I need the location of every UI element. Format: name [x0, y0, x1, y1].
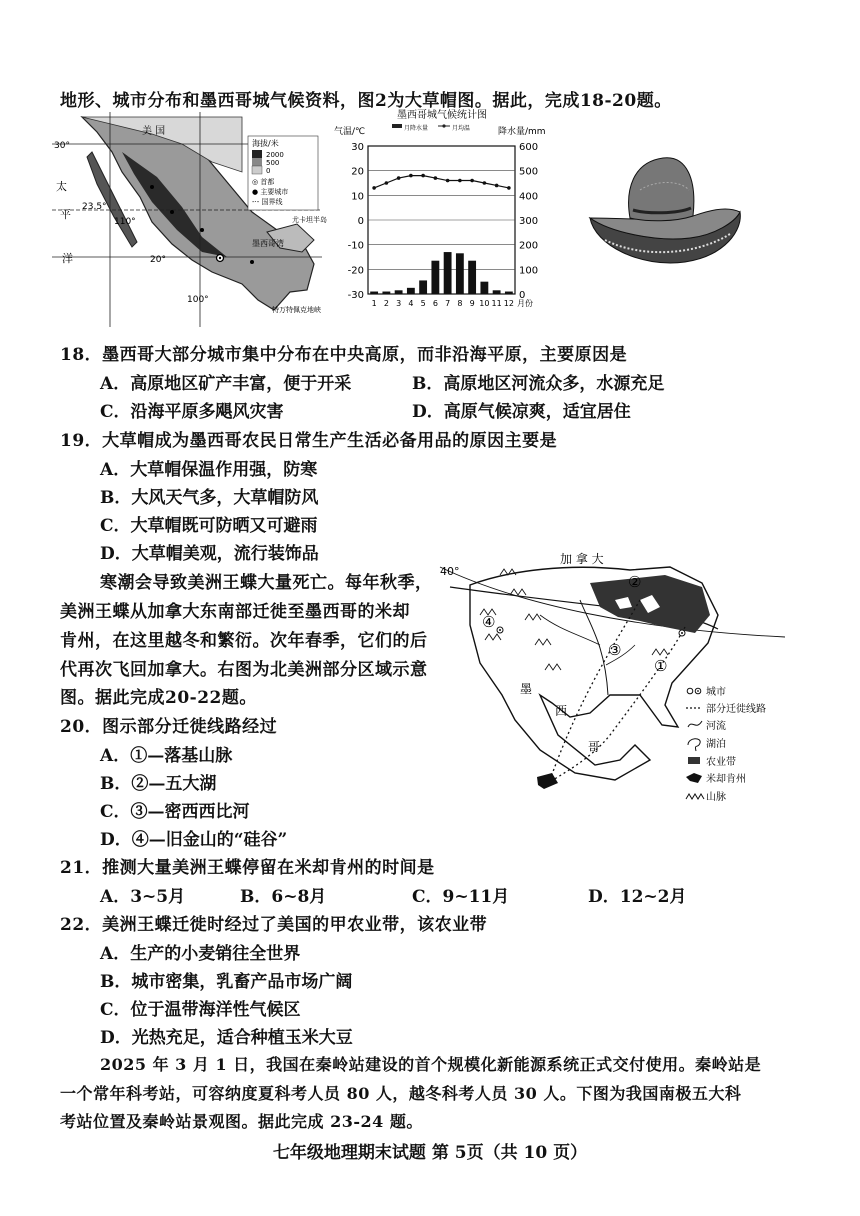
- legend-title: 海拔/米: [252, 139, 279, 148]
- passage2-line4: 代再次飞回加拿大。右图为北美洲部分区域示意: [60, 660, 428, 680]
- precip-bar: [456, 253, 464, 294]
- ytick-right-label: 0: [519, 290, 526, 301]
- ylabel-left: 气温/℃: [334, 127, 366, 137]
- svg-text:100°: 100°: [187, 295, 209, 305]
- q21-option-b[interactable]: B．6~8月: [240, 887, 327, 907]
- q22-option-d[interactable]: D．光热充足，适合种植玉米大豆: [100, 1028, 353, 1048]
- svg-text:● 主要城市: ● 主要城市: [252, 188, 289, 196]
- q19-stem: 19．大草帽成为墨西哥农民日常生产生活必备用品的原因主要是: [60, 431, 558, 451]
- svg-text:23.5°: 23.5°: [82, 202, 107, 212]
- svg-text:西: 西: [555, 704, 568, 718]
- xtick-label: 9: [469, 299, 475, 308]
- ylabel-right: 降水量/mm: [498, 127, 546, 137]
- q22-option-b[interactable]: B．城市密集，乳畜产品市场广阔: [100, 972, 353, 992]
- svg-text:◎ 首都: ◎ 首都: [252, 178, 275, 186]
- svg-text:0: 0: [266, 167, 271, 175]
- passage2-line1: 寒潮会导致美洲王蝶大量死亡。每年秋季，: [100, 573, 433, 593]
- temperature-point: [507, 186, 511, 190]
- xtick-label: 8: [457, 299, 463, 308]
- ytick-right-label: 500: [519, 166, 539, 178]
- xtick-label: 5: [420, 299, 426, 308]
- q20-option-b[interactable]: B．②—五大湖: [100, 774, 217, 794]
- svg-text:河流: 河流: [706, 721, 726, 732]
- ytick-left-label: 10: [351, 191, 364, 203]
- xtick-label: 3: [396, 299, 402, 308]
- xaxis-suffix: 月份: [517, 299, 533, 308]
- temperature-point: [434, 176, 438, 180]
- svg-text:墨西哥湾: 墨西哥湾: [252, 239, 284, 248]
- svg-text:500: 500: [266, 159, 280, 167]
- xtick-label: 6: [432, 299, 438, 308]
- svg-text:墨: 墨: [520, 682, 533, 696]
- north-america-map: [440, 545, 785, 810]
- svg-text:平: 平: [60, 208, 71, 221]
- xtick-label: 1: [371, 299, 377, 308]
- country-label: 美 国: [142, 126, 166, 137]
- precip-bar: [493, 290, 501, 294]
- svg-text:110°: 110°: [114, 217, 136, 227]
- temperature-point: [483, 181, 487, 185]
- q20-stem: 20．图示部分迁徙线路经过: [60, 717, 278, 737]
- ytick-left-label: 20: [351, 166, 364, 178]
- q20-option-c[interactable]: C．③—密西西比河: [100, 802, 250, 822]
- chart-title: 墨西哥城气候统计图: [397, 110, 487, 121]
- label-4: ④: [482, 613, 496, 631]
- precip-bar: [468, 261, 476, 294]
- passage2-line5: 图。据此完成20-22题。: [60, 688, 257, 708]
- ytick-right-label: 200: [519, 240, 539, 252]
- q22-stem: 22．美洲王蝶迁徙时经过了美国的甲农业带，该农业带: [60, 915, 488, 935]
- q21-option-c[interactable]: C．9~11月: [412, 887, 510, 907]
- temperature-point: [470, 179, 474, 183]
- ytick-left-label: -10: [347, 240, 364, 252]
- passage3-line2: 一个常年科考站，可容纳度夏科考人员 80 人，越冬科考人员 30 人。下图为我国南极五大科: [60, 1084, 742, 1103]
- xtick-label: 4: [408, 299, 414, 308]
- temperature-point: [458, 179, 462, 183]
- legend-precip: 月降水量: [404, 125, 429, 132]
- precip-bar: [407, 288, 415, 294]
- straw-hat-image: [585, 150, 745, 275]
- temperature-point: [397, 176, 401, 180]
- xtick-label: 11: [491, 299, 502, 308]
- q18-option-b[interactable]: B．高原地区河流众多，水源充足: [412, 374, 665, 394]
- svg-text:哥: 哥: [588, 740, 601, 754]
- intro-text: 地形、城市分布和墨西哥城气候资料，图2为大草帽图。据此，完成18-20题。: [60, 91, 672, 111]
- page-footer: 七年级地理期末试题 第 5页（共 10 页）: [272, 1143, 588, 1163]
- q22-option-a[interactable]: A．生产的小麦销往全世界: [100, 944, 301, 964]
- michoacan-marker: [537, 773, 558, 789]
- precip-bar: [370, 292, 378, 294]
- passage3-line1: 2025 年 3 月 1 日，我国在秦岭站建设的首个规模化新能源系统正式交付使用。秦岭站是: [100, 1055, 762, 1074]
- svg-text:洋: 洋: [62, 252, 73, 265]
- precip-bar: [505, 292, 513, 294]
- precip-bar: [431, 261, 439, 294]
- precip-bar: [382, 292, 390, 294]
- q21-option-d[interactable]: D．12~2月: [588, 887, 687, 907]
- label-3: ③: [608, 641, 622, 659]
- legend-temp: 月均温: [452, 125, 471, 132]
- climate-chart: [330, 106, 555, 326]
- q18-option-d[interactable]: D．高原气候凉爽，适宜居住: [412, 402, 631, 422]
- svg-text:米却肯州: 米却肯州: [706, 774, 746, 785]
- xtick-label: 2: [383, 299, 389, 308]
- svg-text:农业带: 农业带: [706, 757, 736, 768]
- q19-option-b[interactable]: B．大风天气多，大草帽防风: [100, 488, 319, 508]
- svg-text:尤卡坦半岛: 尤卡坦半岛: [292, 216, 327, 224]
- svg-text:城市: 城市: [706, 687, 726, 698]
- q20-option-d[interactable]: D．④—旧金山的“硅谷”: [100, 830, 288, 850]
- ytick-right-label: 300: [519, 216, 539, 227]
- ytick-left-label: 0: [357, 216, 364, 227]
- precip-bar: [419, 280, 427, 294]
- label-1: ①: [654, 657, 668, 675]
- q18-stem: 18．墨西哥大部分城市集中分布在中央高原，而非沿海平原，主要原因是: [60, 345, 628, 365]
- temperature-point: [421, 174, 425, 178]
- svg-text:山脉: 山脉: [706, 792, 726, 803]
- precip-bar: [444, 252, 452, 294]
- precip-bar: [395, 290, 403, 294]
- q18-option-c[interactable]: C．沿海平原多飓风灾害: [100, 402, 284, 422]
- svg-text:-·- 国界线: -·- 国界线: [252, 198, 283, 206]
- mexico-map: [52, 112, 327, 327]
- svg-text:太: 太: [56, 180, 67, 193]
- xtick-label: 7: [445, 299, 451, 308]
- q21-stem: 21．推测大量美洲王蝶停留在米却肯州的时间是: [60, 858, 435, 878]
- temperature-point: [495, 184, 499, 188]
- precip-bar: [480, 282, 488, 294]
- svg-text:30°: 30°: [54, 141, 70, 151]
- ytick-right-label: 400: [519, 191, 539, 203]
- ytick-left-label: -20: [347, 265, 364, 277]
- ytick-right-label: 600: [519, 142, 539, 153]
- q19-option-a[interactable]: A．大草帽保温作用强，防寒: [100, 460, 318, 480]
- passage3-line3: 考站位置及秦岭站景观图。据此完成 23-24 题。: [60, 1112, 423, 1131]
- svg-text:40°: 40°: [440, 565, 460, 578]
- svg-text:湖泊: 湖泊: [706, 739, 726, 750]
- ytick-left-label: 30: [351, 142, 364, 153]
- temperature-point: [385, 181, 389, 185]
- xtick-label: 10: [479, 299, 490, 308]
- svg-text:20°: 20°: [150, 255, 166, 265]
- canada-label: 加 拿 大: [560, 552, 604, 566]
- q18-option-a[interactable]: A．高原地区矿产丰富，便于开采: [100, 374, 352, 394]
- passage2-line3: 肯州，在这里越冬和繁衍。次年春季，它们的后: [60, 631, 428, 651]
- q21-option-a[interactable]: A．3~5月: [100, 887, 186, 907]
- svg-text:部分迁徙线路: 部分迁徙线路: [706, 704, 766, 715]
- svg-text:特万特佩克地峡: 特万特佩克地峡: [272, 306, 321, 314]
- svg-text:2000: 2000: [266, 151, 284, 159]
- temperature-point: [409, 174, 413, 178]
- q19-option-c[interactable]: C．大草帽既可防晒又可避雨: [100, 516, 318, 536]
- xtick-label: 12: [503, 299, 514, 308]
- ytick-left-label: -30: [347, 290, 364, 301]
- label-2: ②: [628, 573, 642, 591]
- q20-option-a[interactable]: A．①—落基山脉: [100, 746, 233, 766]
- q22-option-c[interactable]: C．位于温带海洋性气候区: [100, 1000, 301, 1020]
- temperature-point: [372, 186, 376, 190]
- ytick-right-label: 100: [519, 265, 539, 277]
- passage2-line2: 美洲王蝶从加拿大东南部迁徙至墨西哥的米却: [60, 602, 410, 622]
- temperature-point: [446, 179, 450, 183]
- q19-option-d[interactable]: D．大草帽美观，流行装饰品: [100, 544, 319, 564]
